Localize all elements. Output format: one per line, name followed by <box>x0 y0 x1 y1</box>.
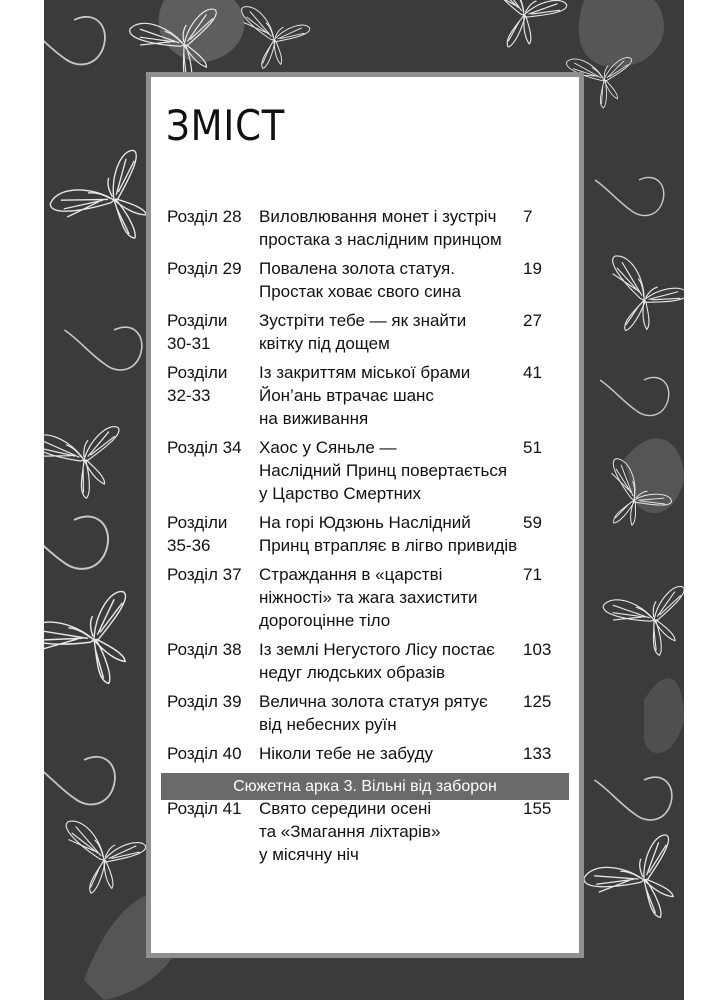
butterfly-icon <box>582 824 684 942</box>
page-number: 51 <box>523 438 542 457</box>
chapter-title: Повалена золота статуя. Простак ховає свого сина <box>259 259 461 301</box>
chapter-number: Розділ 41 <box>167 799 242 818</box>
chapter-title: Із землі Негустого Лісу постає недуг людських образів <box>259 640 495 682</box>
toc-entry[interactable] <box>151 690 579 736</box>
page-number: 41 <box>523 363 542 382</box>
page-number: 59 <box>523 513 542 532</box>
chapter-number: Розділ 28 <box>167 207 242 226</box>
butterfly-icon <box>591 254 684 346</box>
curl-ornament <box>65 327 142 370</box>
leaf-shape <box>159 0 245 62</box>
chapter-number: Розділи 32-33 <box>167 363 228 405</box>
curl-ornament <box>44 757 115 805</box>
toc-entry[interactable] <box>151 511 579 557</box>
toc-entry[interactable] <box>151 361 579 430</box>
butterfly-icon <box>602 576 684 668</box>
butterfly-icon <box>473 0 570 59</box>
butterfly-icon <box>232 6 312 76</box>
chapter-number: Розділ 38 <box>167 640 242 659</box>
butterfly-icon <box>44 578 160 707</box>
chapter-title: На горі Юдзюнь Наслідний Принц втрапляє в лігво привидів <box>259 513 518 555</box>
story-arc-header: Сюжетна арка 3. Вільні від заборон <box>161 773 569 800</box>
curl-ornament <box>44 516 108 568</box>
toc-entry[interactable] <box>151 257 579 303</box>
chapter-title: Велична золота статуя рятує від небесних руїн <box>259 692 488 734</box>
chapter-title: Хаос у Сяньле — Наслідний Принц повертається у Царство Смертних <box>259 438 508 503</box>
chapter-title: Із закриттям міської брами Йон’ань втрачає шанс на виживання <box>259 363 471 428</box>
toc-entry[interactable] <box>151 205 579 251</box>
chapter-number: Розділ 29 <box>167 259 242 278</box>
toc-panel-inner <box>151 77 579 953</box>
chapter-number: Розділ 39 <box>167 692 242 711</box>
toc-panel <box>146 72 584 958</box>
chapter-number: Розділ 34 <box>167 438 242 457</box>
chapter-title: Зустріти тебе — як знайти квітку під дощем <box>259 311 467 353</box>
page-number: 125 <box>523 692 552 711</box>
page-number: 103 <box>523 640 552 659</box>
chapter-number: Розділ 37 <box>167 565 242 584</box>
toc-entry[interactable] <box>151 638 579 684</box>
page-number: 7 <box>523 207 533 226</box>
chapter-title: Ніколи тебе не забуду <box>259 744 434 763</box>
chapter-title: Страждання в «царстві ніжності» та жага захистити дорогоцінне тіло <box>259 565 478 630</box>
page-title: ЗМІСТ <box>166 101 286 150</box>
chapter-number: Розділи 30-31 <box>167 311 228 353</box>
toc-entry[interactable] <box>151 309 579 355</box>
page-number: 71 <box>523 565 542 584</box>
toc-entry[interactable] <box>151 436 579 505</box>
butterfly-icon <box>44 415 134 508</box>
page-number: 155 <box>523 799 552 818</box>
toc-list <box>151 205 579 864</box>
chapter-title: Виловлювання монет і зустріч простака з наслідним принцом <box>259 207 502 249</box>
leaf-shape <box>579 0 664 68</box>
toc-entry[interactable] <box>151 797 579 866</box>
toc-entry[interactable] <box>151 563 579 632</box>
curl-ornament <box>600 377 669 415</box>
page-number: 19 <box>523 259 542 278</box>
curl-ornament <box>595 777 672 820</box>
butterfly-icon <box>55 820 148 901</box>
curl-ornament <box>595 177 664 215</box>
page-number: 27 <box>523 311 542 330</box>
page-number: 133 <box>523 744 552 763</box>
chapter-title: Свято середини осені та «Змагання ліхтарів» у місячну ніч <box>259 799 441 864</box>
leaf-shape <box>644 678 684 753</box>
curl-ornament <box>44 17 105 65</box>
chapter-number: Розділи 35-36 <box>167 513 228 555</box>
chapter-number: Розділ 40 <box>167 744 242 763</box>
toc-entry[interactable] <box>151 742 579 765</box>
